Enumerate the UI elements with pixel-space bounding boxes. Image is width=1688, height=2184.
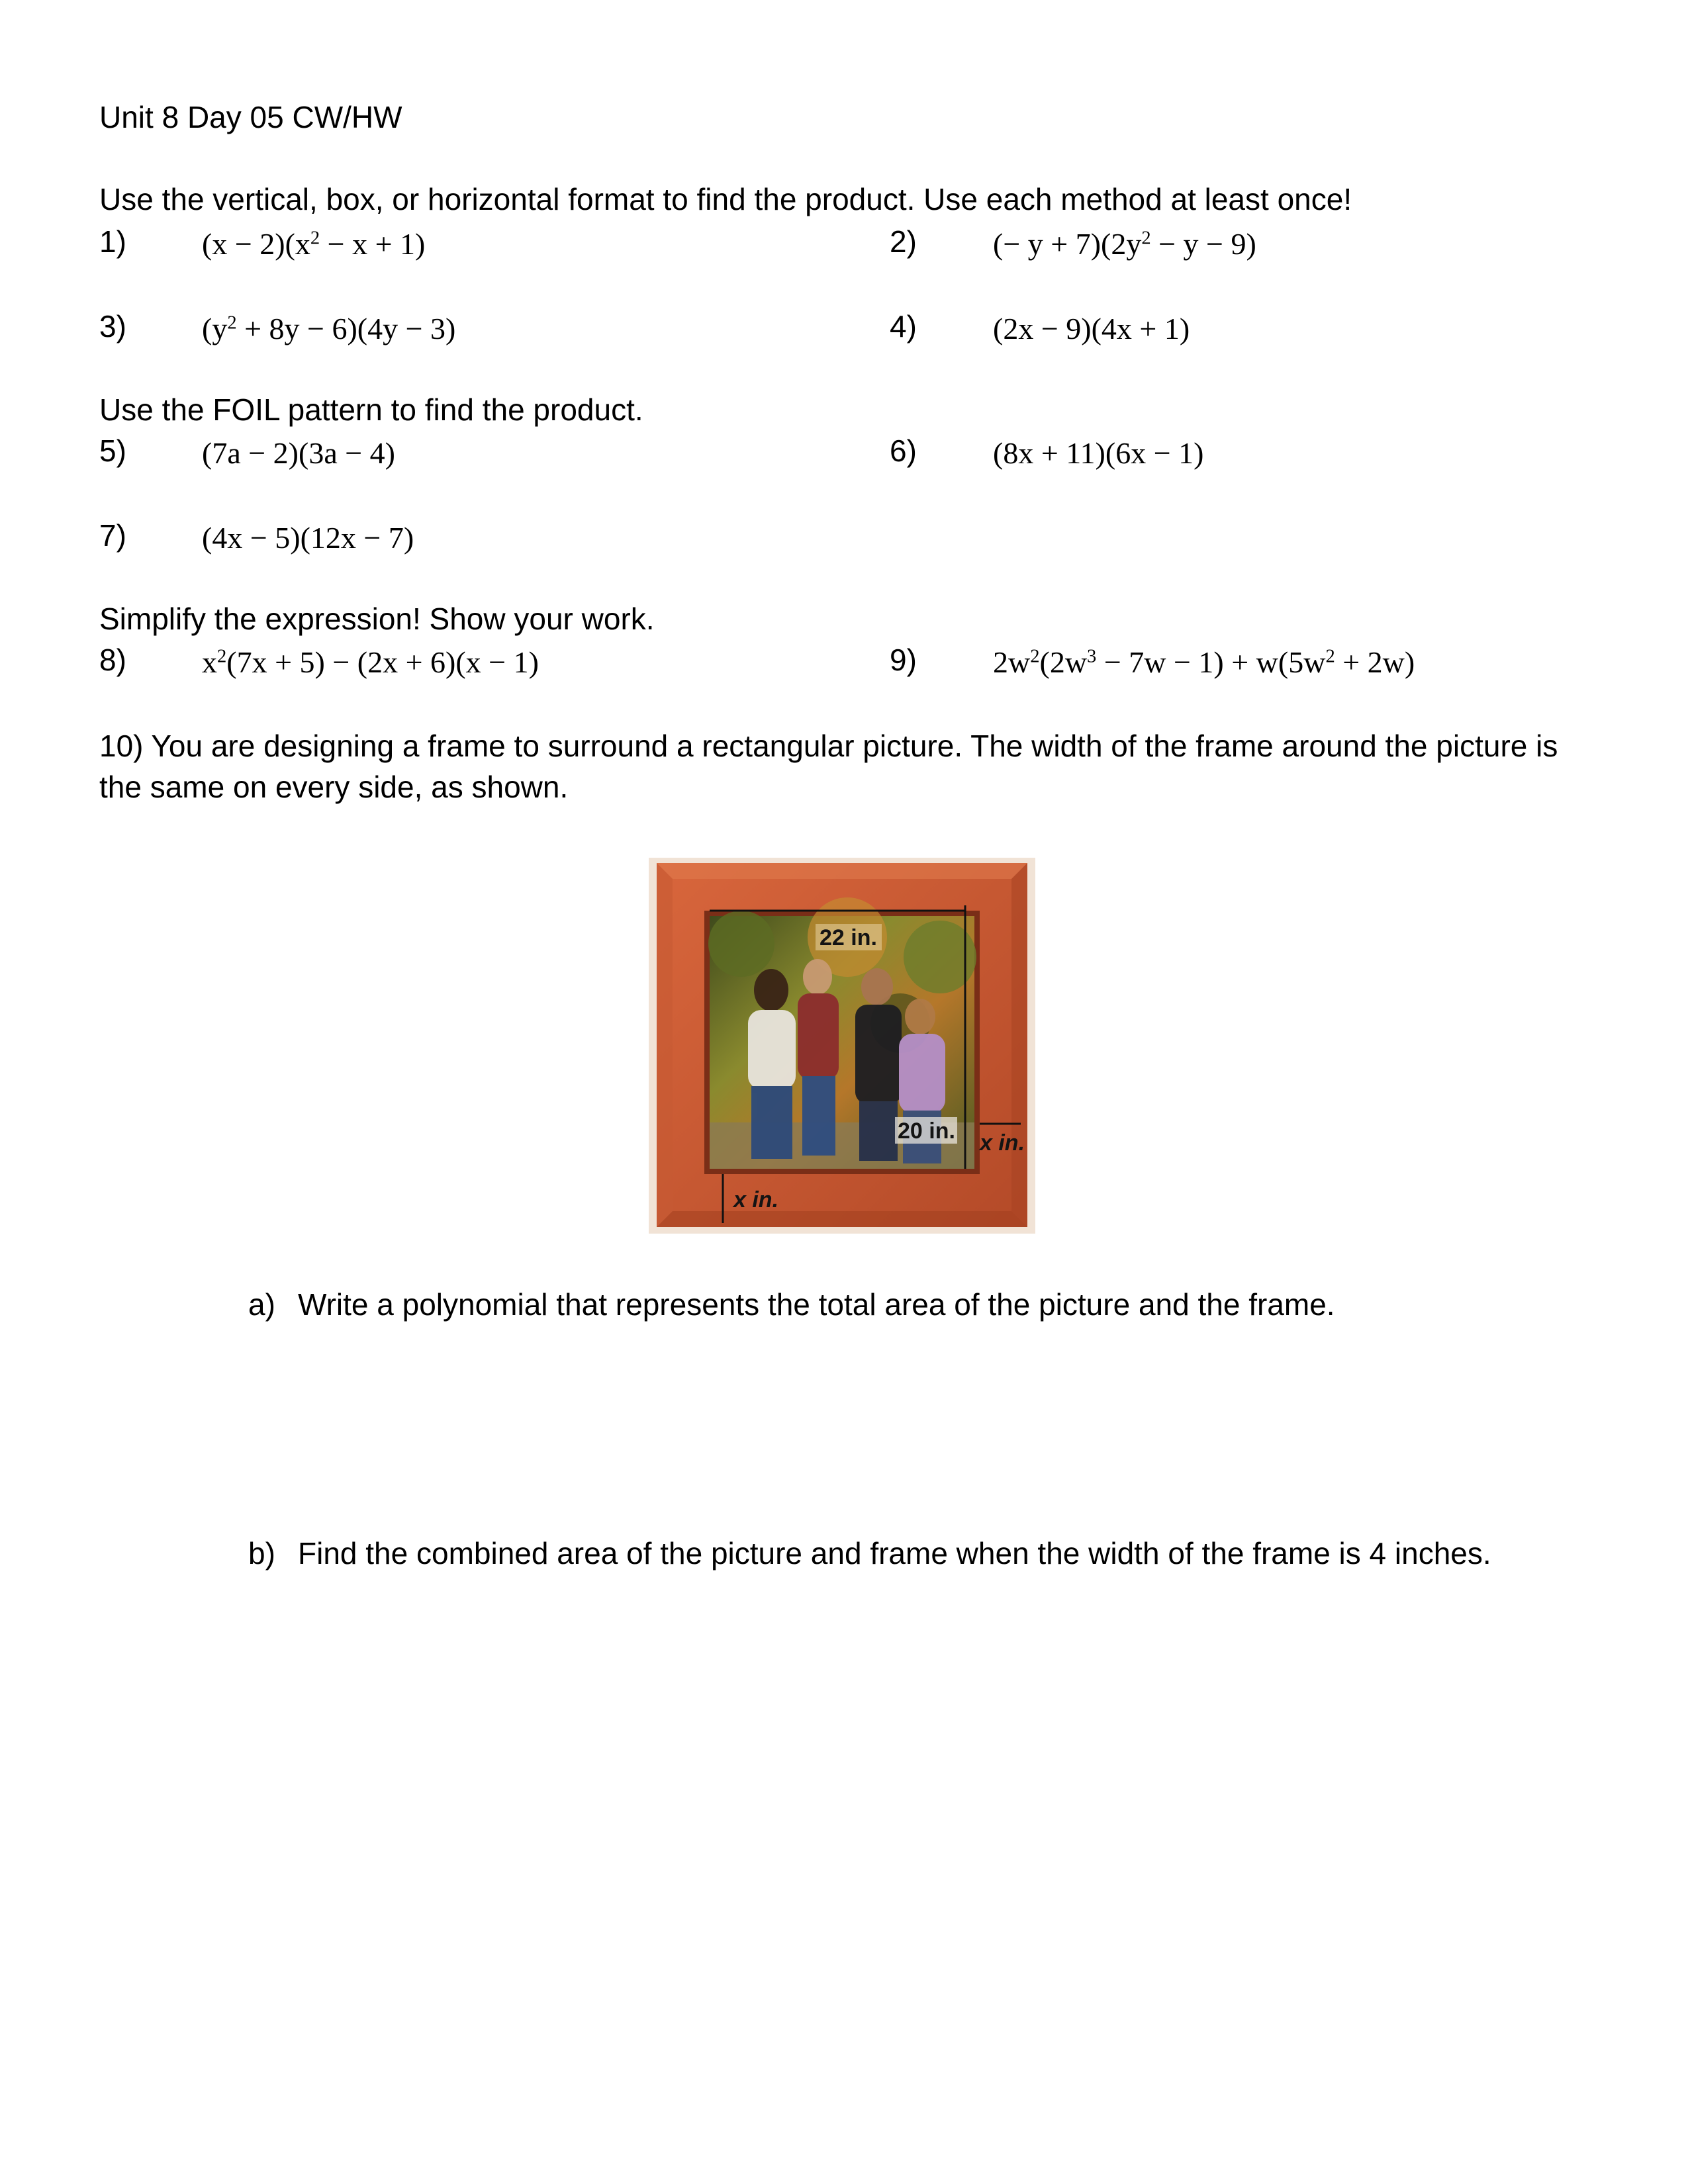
problem-8-number: 8): [99, 643, 126, 677]
problem-6-expression: (8x + 11)(6x − 1): [993, 436, 1204, 470]
section2-instruction: Use the FOIL pattern to find the product.: [99, 392, 643, 427]
section3-instruction: Simplify the expression! Show your work.: [99, 602, 655, 636]
section1-instruction: Use the vertical, box, or horizontal format to find the product. Use each method at least once!: [99, 182, 1352, 216]
problem-3-number: 3): [99, 309, 126, 343]
problem-2-expression: (− $y + 7)(2y^2 - y - 9)$: [993, 227, 1256, 261]
problem-10-text: 10) You are designing a frame to surround a rectangular picture. The width of the frame around the picture is the same on every side, as shown.: [99, 729, 1558, 804]
worksheet-title: Unit 8 Day 05 CW/HW: [99, 100, 402, 134]
framed-picture-figure: [649, 858, 1035, 1234]
height-label: 20 in.: [898, 1118, 955, 1144]
problem-8-expression: $x^2(7x + 5) - (2x + 6)(x - 1)$: [202, 645, 539, 679]
problem-9-expression: $2w^2(2w^3 - 7w - 1) + w(5w^2 + 2w)$: [993, 645, 1415, 679]
problem-4-expression: (2x − 9)(4x + 1): [993, 312, 1190, 345]
problem-4-number: 4): [890, 309, 917, 343]
problem-7-number: 7): [99, 518, 126, 553]
part-a-letter: a): [248, 1287, 275, 1322]
problem-7-expression: (4x − 5)(12x − 7): [202, 521, 414, 555]
problem-9-number: 9): [890, 643, 917, 677]
problem-5-number: 5): [99, 433, 126, 468]
problem-6-number: 6): [890, 433, 917, 468]
width-label: 22 in.: [820, 925, 877, 950]
problem-3-expression: $(y^2 + 8y - 6)(4y - 3)$: [202, 312, 456, 345]
part-b-letter: b): [248, 1536, 275, 1570]
problem-2-number: 2): [890, 224, 917, 259]
problem-1-number: 1): [99, 224, 126, 259]
problem-1-expression: $(x - 2)(x^2 - x + 1)$: [202, 227, 426, 261]
frame-width-bottom-label: x in.: [733, 1187, 779, 1212]
part-b-text: Find the combined area of the picture and frame when the width of the frame is 4 inches.: [298, 1536, 1491, 1570]
part-a-text: Write a polynomial that represents the total area of the picture and the frame.: [298, 1287, 1335, 1322]
problem-5-expression: (7a − 2)(3a − 4): [202, 436, 395, 470]
frame-width-right-label: x in.: [980, 1130, 1025, 1156]
